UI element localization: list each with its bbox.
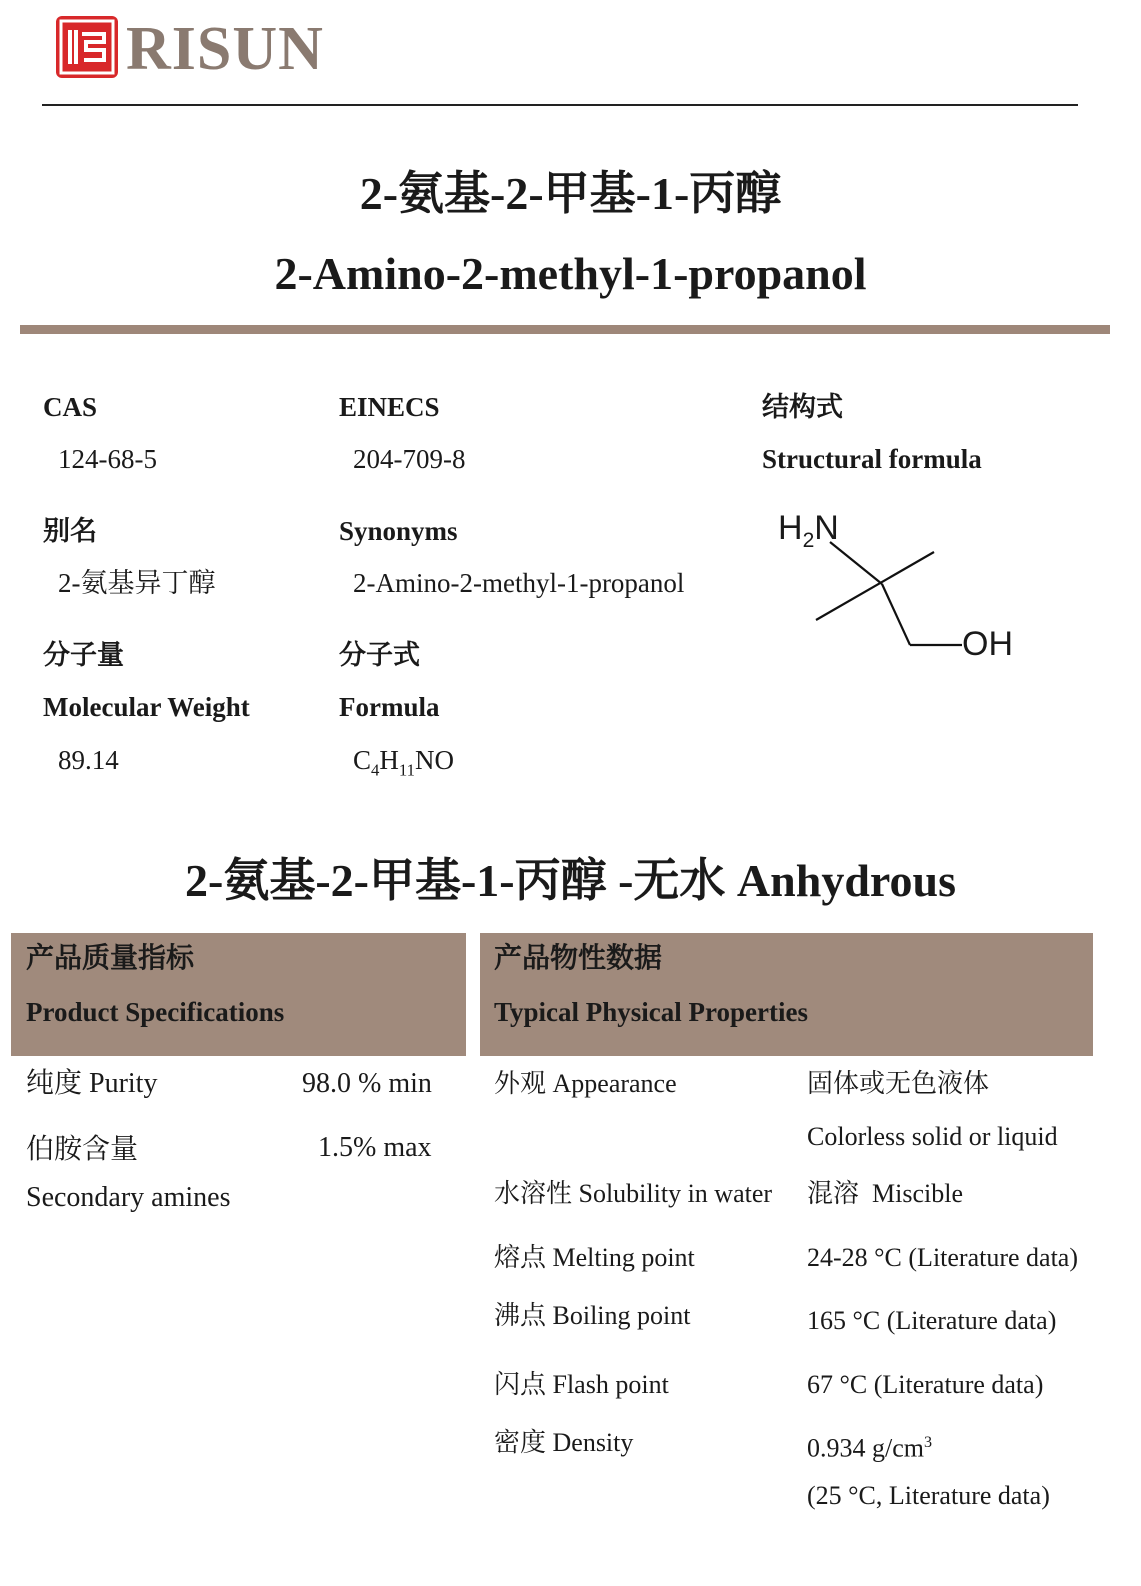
prop-appearance-label: 外观 Appearance: [494, 1069, 677, 1098]
bond-methyl-methyl: [816, 552, 934, 620]
structure-label-en: Structural formula: [762, 444, 982, 474]
seal-logo-icon: [56, 16, 118, 78]
prop-solubility-label: 水溶性 Solubility in water: [494, 1179, 773, 1208]
prop-appearance-value-cn: 固体或无色液体: [807, 1069, 990, 1098]
prop-melting-label: 熔点 Melting point: [494, 1243, 695, 1272]
formula-label-en: Formula: [339, 692, 440, 722]
prop-density-note: (25 °C, Literature data): [807, 1481, 1050, 1510]
cas-label: CAS: [43, 392, 98, 422]
spec-purity-value: 98.0 % min: [302, 1068, 432, 1099]
cas-value: 124-68-5: [58, 444, 157, 474]
prop-solubility-value: 混溶 Miscible: [807, 1179, 963, 1208]
spec-purity-label: 纯度 Purity: [26, 1068, 158, 1099]
title-divider: [20, 325, 1110, 334]
prop-boiling-value: 165 °C (Literature data): [807, 1306, 1057, 1335]
amine-group: $H_2N$: [778, 509, 839, 552]
prop-appearance-value-en: Colorless solid or liquid: [807, 1122, 1058, 1151]
mw-label-en: Molecular Weight: [43, 692, 250, 722]
bond-ch2: [882, 584, 910, 645]
prop-density-value: 0.934 $g/cm^3$: [807, 1433, 933, 1463]
synonyms-label: Synonyms: [339, 516, 458, 546]
hydroxyl-group: OH: [962, 625, 1013, 663]
spec-amines-label-cn: 伯胺含量: [26, 1134, 139, 1165]
formula-value: $C_4H_{11}NO$: [353, 745, 455, 780]
brand-name: RISUN: [126, 15, 324, 83]
section-title: 2-氨基-2-甲基-1-丙醇 -无水 Anhydrous: [185, 855, 956, 906]
prop-density-label: 密度 Density: [494, 1428, 634, 1457]
product-title-cn: 2-氨基-2-甲基-1-丙醇: [359, 168, 782, 219]
prop-melting-value: 24-28 °C (Literature data): [807, 1243, 1079, 1272]
einecs-label: EINECS: [339, 392, 440, 422]
properties-header-en: Typical Physical Properties: [494, 997, 808, 1027]
spec-amines-value: 1.5% max: [318, 1132, 432, 1163]
product-title-en: 2-Amino-2-methyl-1-propanol: [274, 248, 867, 299]
structure-label-cn: 结构式: [762, 392, 843, 422]
spec-amines-label-en: Secondary amines: [26, 1182, 231, 1213]
prop-flash-value: 67 °C (Literature data): [807, 1370, 1044, 1399]
structural-formula-diagram: [770, 500, 1050, 680]
mw-label-cn: 分子量: [43, 640, 124, 670]
properties-header-cn: 产品物性数据: [494, 943, 663, 974]
header-divider: [42, 104, 1078, 106]
specs-header-cn: 产品质量指标: [26, 943, 195, 974]
prop-flash-label: 闪点 Flash point: [494, 1370, 669, 1399]
properties-header: [480, 933, 1093, 1056]
alias-value: 2-氨基异丁醇: [58, 568, 216, 598]
alias-label: 别名: [43, 516, 97, 546]
specs-header-en: Product Specifications: [26, 997, 285, 1027]
mw-value: 89.14: [58, 745, 119, 775]
einecs-value: 204-709-8: [353, 444, 466, 474]
formula-label-cn: 分子式: [339, 640, 420, 670]
prop-boiling-label: 沸点 Boiling point: [494, 1301, 691, 1330]
specs-header: [11, 933, 466, 1056]
synonyms-value: 2-Amino-2-methyl-1-propanol: [353, 568, 685, 598]
